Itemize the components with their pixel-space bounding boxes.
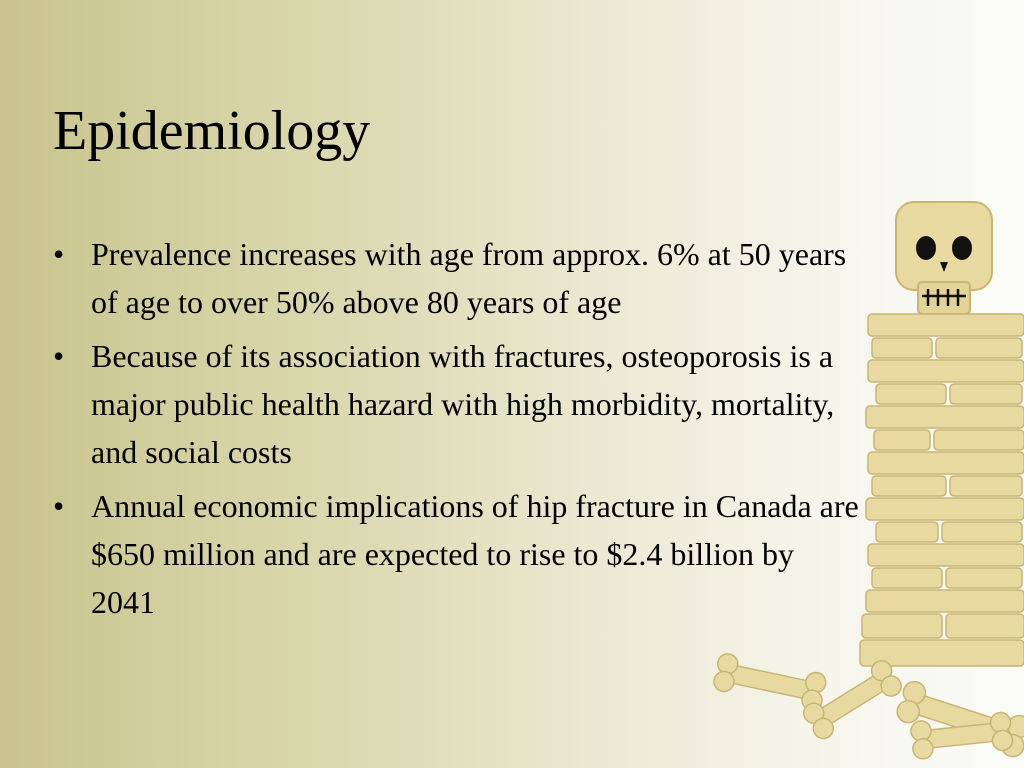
block-tower — [860, 314, 1024, 666]
bullet-text: Prevalence increases with age from approx. 6% at 50 years of age to over 50% above 80 years of age — [91, 236, 847, 320]
bullet-icon: • — [53, 236, 65, 272]
bullet-icon: • — [53, 338, 65, 374]
bullet-icon: • — [53, 488, 65, 524]
skull-icon — [896, 202, 992, 314]
bullet-text: Because of its association with fractures, osteoporosis is a major public health hazard with high morbidity, mortality, and social costs — [91, 338, 835, 470]
bone-icon — [712, 652, 1024, 760]
bullet-text: Annual economic implications of hip fracture in Canada are $650 million and are expected to rise to $2.4 billion by 2041 — [91, 488, 859, 620]
wooden-skeleton-illustration — [700, 190, 1024, 768]
slide-title: Epidemiology — [53, 100, 371, 162]
